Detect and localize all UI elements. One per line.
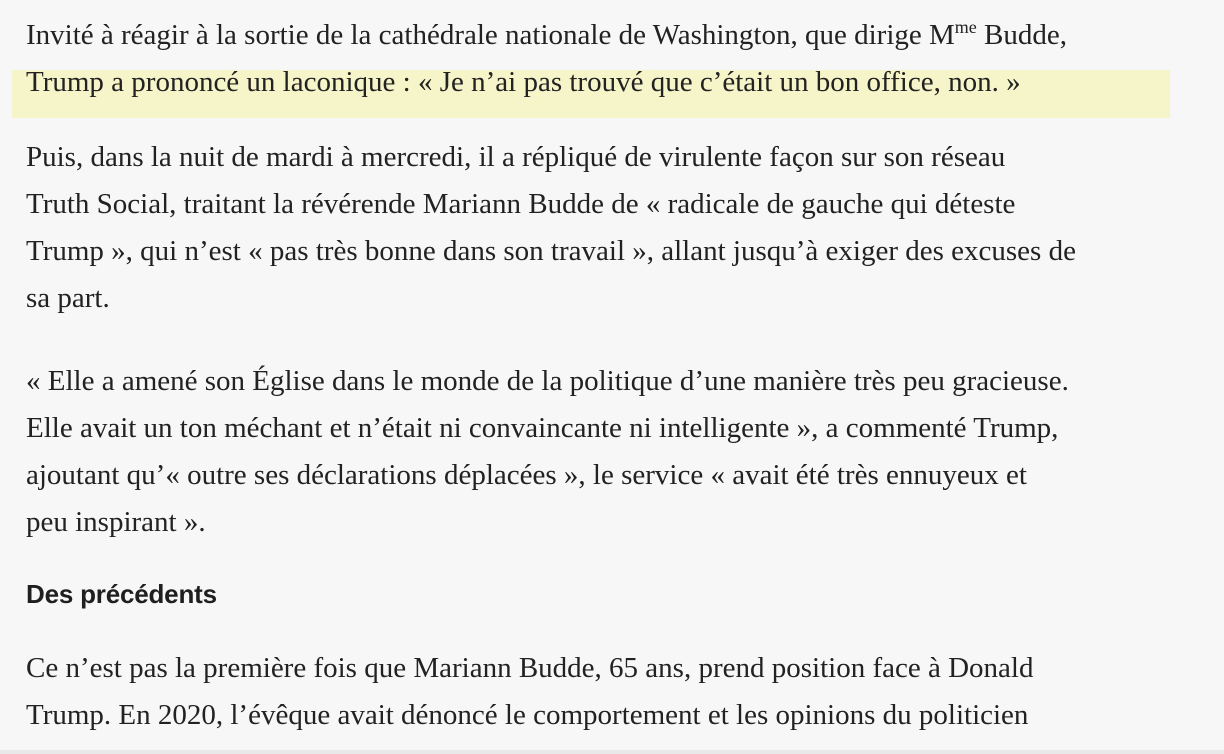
paragraph-3 [26,358,1210,546]
paragraph-line: Truth Social, traitant la révérende Mariann Budde de « radicale de gauche qui déteste [26,188,1016,220]
paragraph-4 [26,645,1210,739]
paragraph-line: « Elle a amené son Église dans le monde de la politique d’une manière très peu gracieuse. [26,365,1069,397]
article-body [26,12,1210,739]
paragraph-1 [26,12,1210,106]
section-heading: Des précédents [26,579,217,609]
paragraph-line: ajoutant qu’« outre ses déclarations déplacées », le service « avait été très ennuyeux et [26,459,1027,491]
paragraph-line: sa part. [26,282,110,314]
highlighted-quote-line[interactable]: Trump a prononcé un laconique : « Je n’ai pas trouvé que c’était un bon office, non. » [26,66,1021,98]
paragraph-line: Elle avait un ton méchant et n’était ni convaincante ni intelligente », a commenté Trump, [26,412,1059,444]
paragraph-line: Puis, dans la nuit de mardi à mercredi, il a répliqué de virulente façon sur son réseau [26,141,1006,173]
text-segment: Budde, [976,19,1068,51]
paragraph-line: Trump », qui n’est « pas très bonne dans son travail », allant jusqu’à exiger des excuses de [26,235,1076,267]
bottom-divider [0,750,1224,754]
paragraph-line: peu inspirant ». [26,506,206,538]
paragraph-2 [26,134,1210,322]
superscript-abbreviation: me [954,17,977,37]
paragraph-line: Ce n’est pas la première fois que Mariann Budde, 65 ans, prend position face à Donald [26,652,1034,684]
paragraph-line [26,12,1210,59]
text-segment: Invité à réagir à la sortie de la cathédrale nationale de Washington, que dirige M [26,19,955,51]
paragraph-line: Trump. En 2020, l’évêque avait dénoncé le comportement et les opinions du politicien [26,699,1029,731]
